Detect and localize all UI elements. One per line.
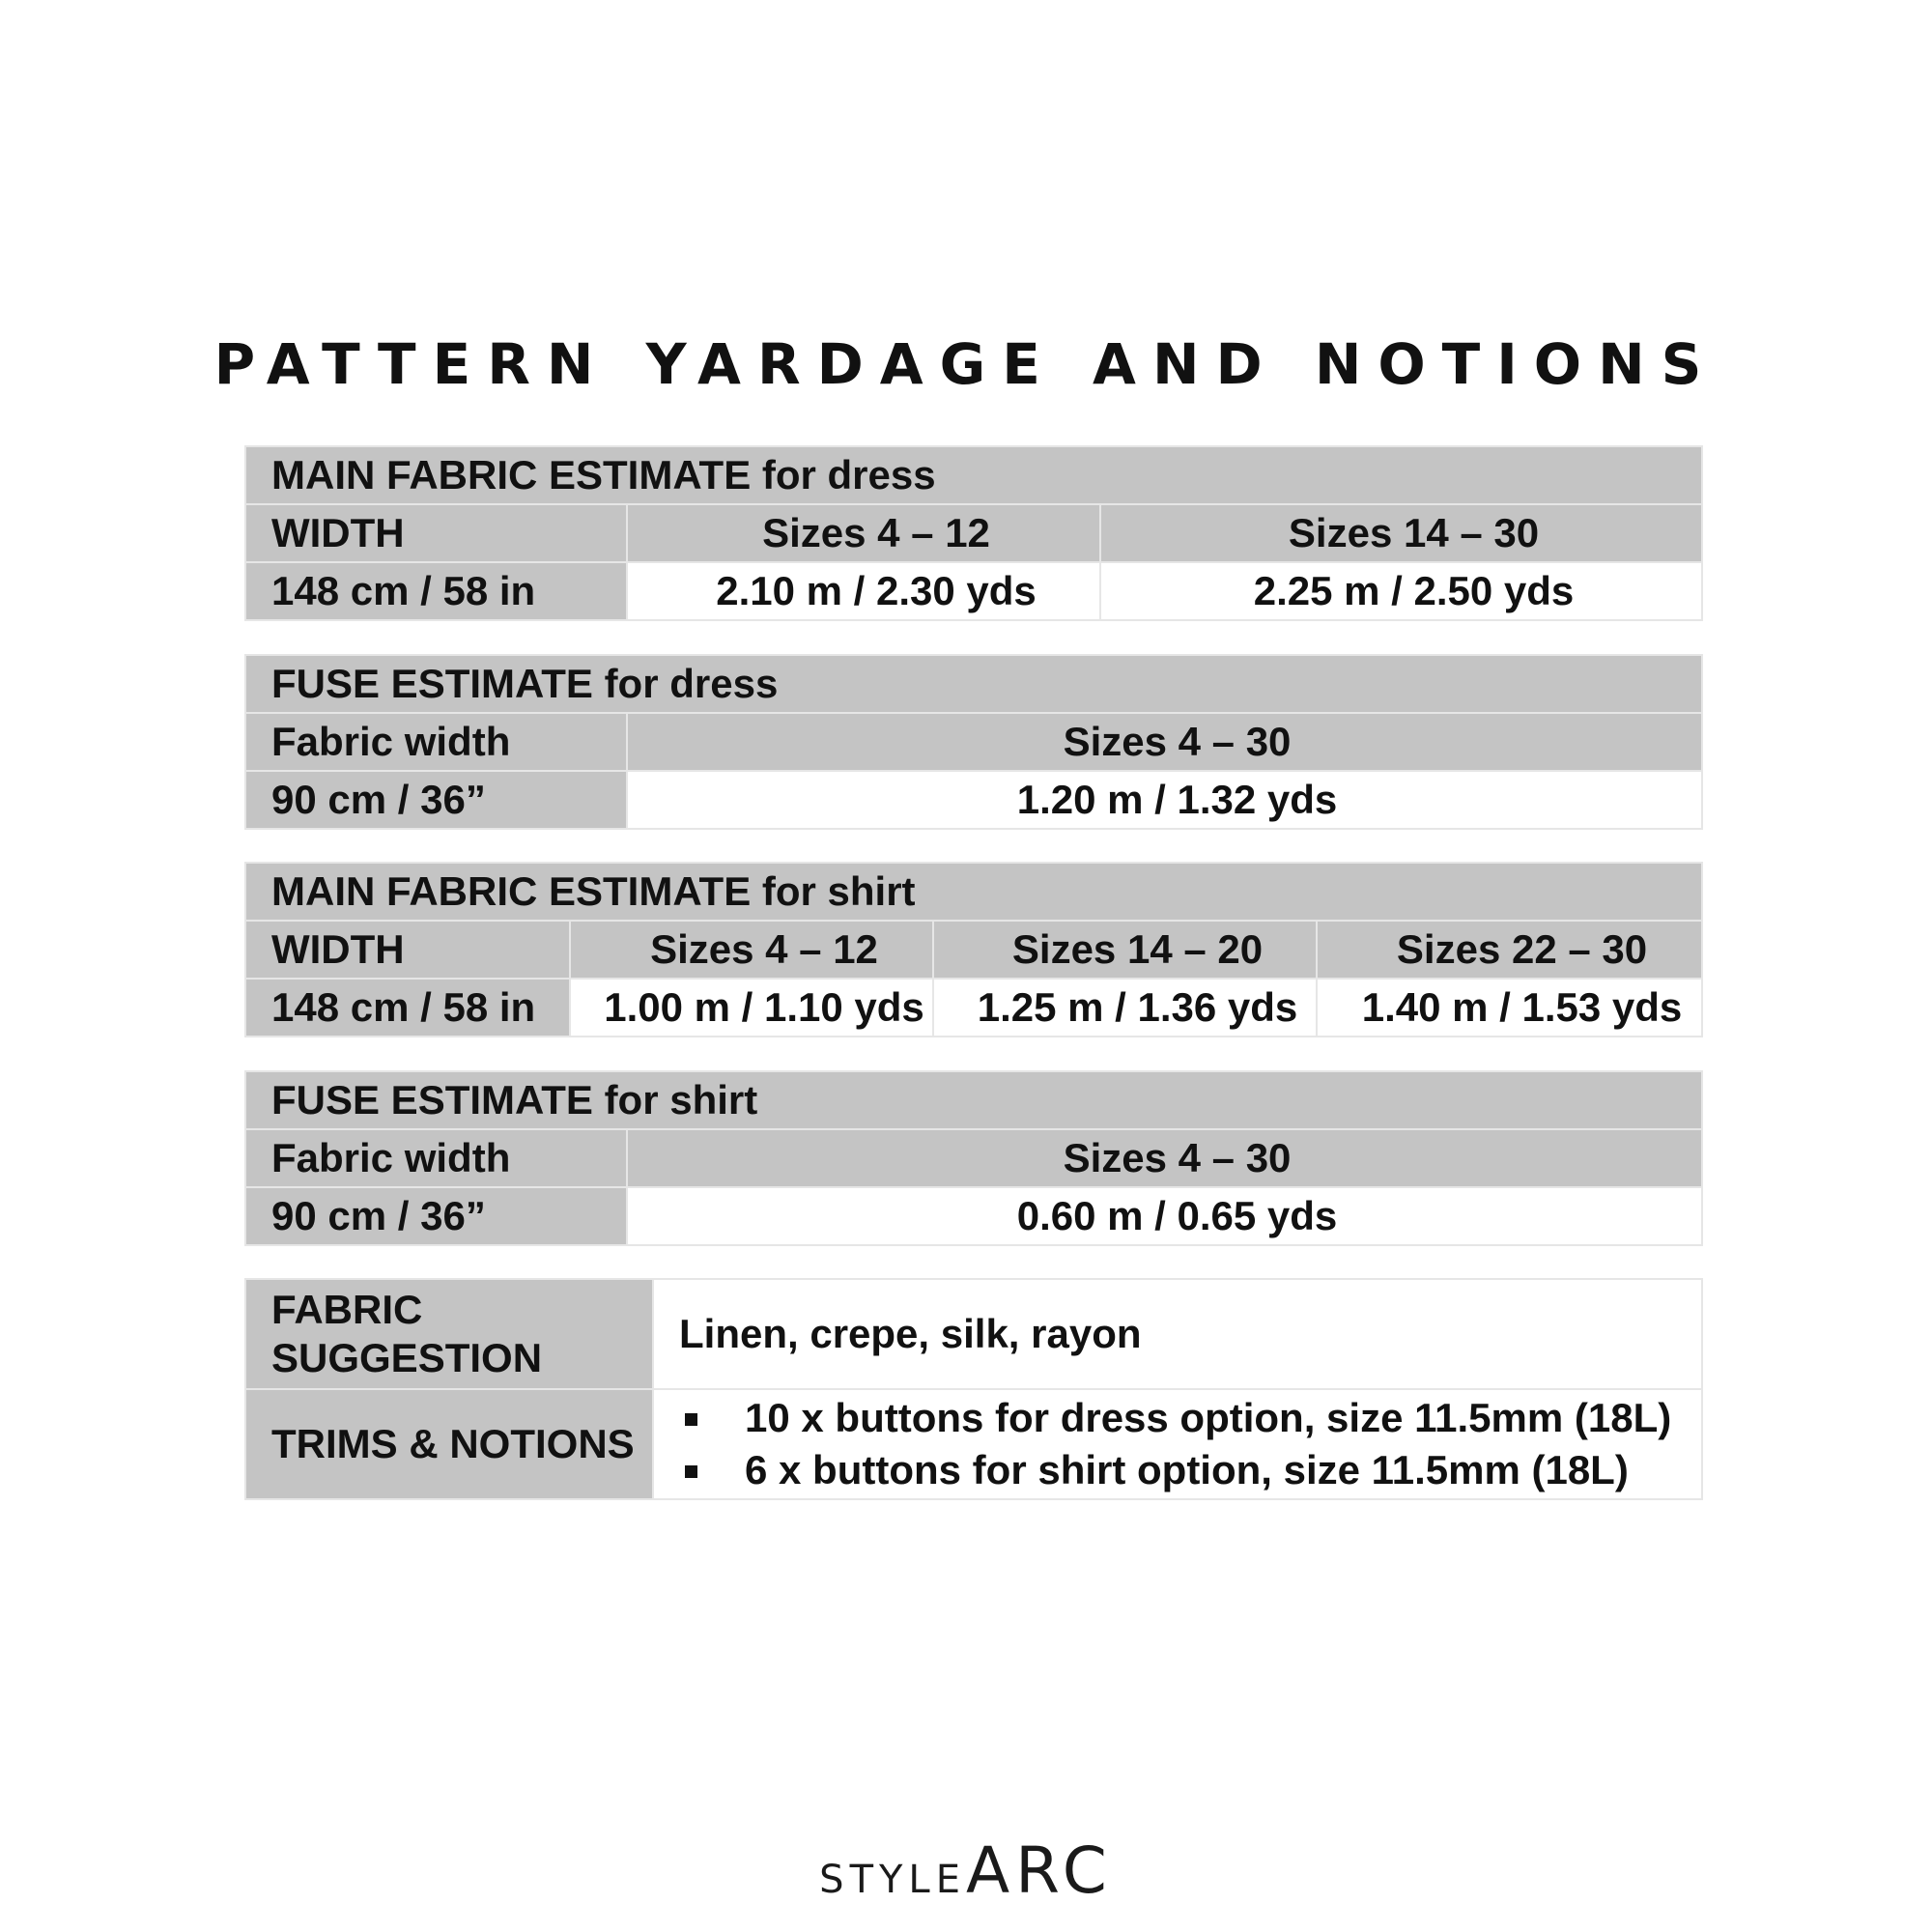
table-heading-row xyxy=(245,863,1702,921)
size-range-header: Sizes 14 – 30 xyxy=(1100,504,1702,562)
main-fabric-shirt-heading: MAIN FABRIC ESTIMATE for shirt xyxy=(245,863,1702,921)
page-title: PATTERN YARDAGE AND NOTIONS xyxy=(213,331,1719,397)
table-row xyxy=(245,1389,1702,1499)
width-header: WIDTH xyxy=(245,921,570,979)
yardage-value: 1.25 m / 1.36 yds xyxy=(933,979,1317,1037)
trims-notions-label: TRIMS & NOTIONS xyxy=(245,1389,653,1499)
list-item xyxy=(679,1444,1701,1496)
size-range-header: Sizes 14 – 20 xyxy=(933,921,1317,979)
fabric-width-value: 90 cm / 36” xyxy=(245,771,627,829)
table-row xyxy=(245,1279,1702,1389)
main-fabric-shirt-table xyxy=(244,862,1703,1037)
fuse-dress-heading: FUSE ESTIMATE for dress xyxy=(245,655,1702,713)
table-header-row xyxy=(245,504,1702,562)
size-range-header: Sizes 22 – 30 xyxy=(1317,921,1702,979)
fabric-suggestion-label xyxy=(245,1279,653,1389)
fuse-shirt-table xyxy=(244,1070,1703,1246)
table-row xyxy=(245,771,1702,829)
table-heading-row xyxy=(245,446,1702,504)
table-row xyxy=(245,979,1702,1037)
size-range-header: Sizes 4 – 12 xyxy=(570,921,933,979)
fabric-suggestion-label-line: FABRIC xyxy=(271,1287,423,1332)
fabric-width-value: 148 cm / 58 in xyxy=(245,979,570,1037)
size-range-header: Sizes 4 – 12 xyxy=(627,504,1100,562)
table-header-row xyxy=(245,1129,1702,1187)
trims-notions-list xyxy=(679,1392,1701,1496)
fabric-width-header: Fabric width xyxy=(245,713,627,771)
list-item xyxy=(679,1392,1701,1444)
fabric-suggestion-value: Linen, crepe, silk, rayon xyxy=(653,1279,1702,1389)
brand-logo-style: STYLE xyxy=(819,1858,966,1902)
fabric-width-value: 90 cm / 36” xyxy=(245,1187,627,1245)
size-range-header: Sizes 4 – 30 xyxy=(627,713,1702,771)
table-header-row xyxy=(245,713,1702,771)
yardage-value: 2.10 m / 2.30 yds xyxy=(627,562,1100,620)
size-range-header: Sizes 4 – 30 xyxy=(627,1129,1702,1187)
table-row xyxy=(245,562,1702,620)
fabric-width-value: 148 cm / 58 in xyxy=(245,562,627,620)
brand-logo-arc: ARC xyxy=(966,1833,1113,1908)
fabric-suggestion-label-line: SUGGESTION xyxy=(271,1335,543,1380)
trims-notions-list-cell xyxy=(653,1389,1702,1499)
brand-logo xyxy=(0,1833,1932,1908)
yardage-value: 1.00 m / 1.10 yds xyxy=(570,979,933,1037)
width-header: WIDTH xyxy=(245,504,627,562)
yardage-value: 2.25 m / 2.50 yds xyxy=(1100,562,1702,620)
fuse-shirt-heading: FUSE ESTIMATE for shirt xyxy=(245,1071,1702,1129)
table-header-row xyxy=(245,921,1702,979)
yardage-value: 1.40 m / 1.53 yds xyxy=(1317,979,1702,1037)
main-fabric-dress-heading: MAIN FABRIC ESTIMATE for dress xyxy=(245,446,1702,504)
list-item-text: 6 x buttons for shirt option, size 11.5mm (18L) xyxy=(745,1447,1629,1492)
square-bullet-icon xyxy=(685,1465,697,1478)
yardage-value: 0.60 m / 0.65 yds xyxy=(627,1187,1702,1245)
table-heading-row xyxy=(245,655,1702,713)
square-bullet-icon xyxy=(685,1413,697,1426)
list-item-text: 10 x buttons for dress option, size 11.5mm (18L) xyxy=(745,1395,1672,1440)
fabric-width-header: Fabric width xyxy=(245,1129,627,1187)
table-row xyxy=(245,1187,1702,1245)
fuse-dress-table xyxy=(244,654,1703,830)
yardage-value: 1.20 m / 1.32 yds xyxy=(627,771,1702,829)
table-heading-row xyxy=(245,1071,1702,1129)
main-fabric-dress-table xyxy=(244,445,1703,621)
suggestions-table xyxy=(244,1278,1703,1500)
